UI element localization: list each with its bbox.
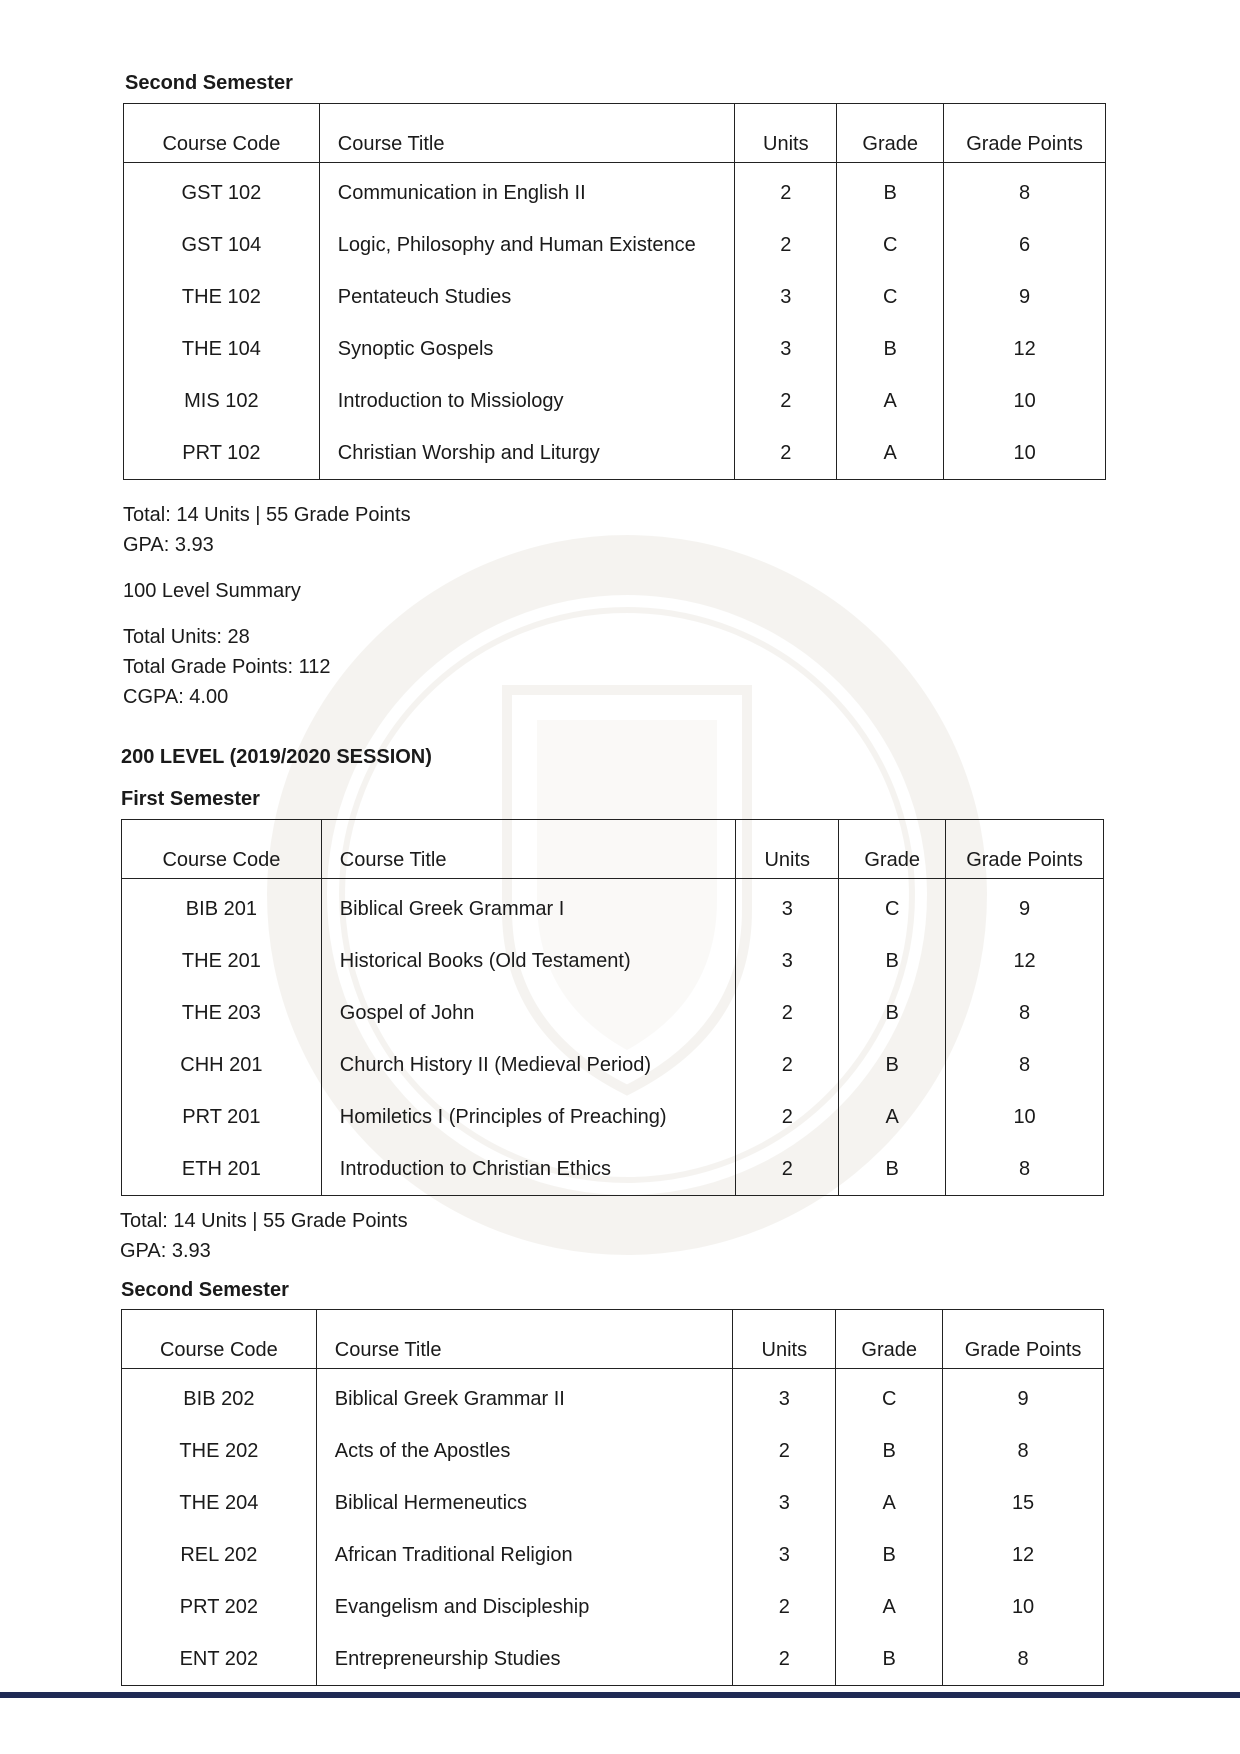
semester-total: Total: 14 Units | 55 Grade Points bbox=[123, 504, 411, 526]
course-title: Homiletics I (Principles of Preaching) bbox=[321, 1091, 736, 1143]
course-code: THE 204 bbox=[122, 1477, 317, 1529]
course-title: Acts of the Apostles bbox=[316, 1425, 733, 1477]
grades-table-200-first bbox=[121, 819, 1104, 1196]
course-grade: B bbox=[839, 987, 946, 1039]
course-points: 12 bbox=[1013, 949, 1036, 972]
table-row bbox=[122, 1039, 1104, 1091]
column-header: Course Code bbox=[122, 820, 322, 879]
course-units: 2 bbox=[733, 1581, 836, 1633]
table-header-row bbox=[122, 820, 1104, 879]
table-row bbox=[124, 375, 1106, 427]
table-row bbox=[122, 935, 1104, 987]
course-units: 3 bbox=[735, 271, 837, 323]
table-row bbox=[124, 271, 1106, 323]
course-units: 2 bbox=[736, 1039, 839, 1091]
column-header: Course Code bbox=[124, 104, 320, 163]
course-code: GST 102 bbox=[124, 163, 320, 220]
grades-table-100-second bbox=[123, 103, 1106, 480]
course-grade: B bbox=[836, 1425, 943, 1477]
course-code: ETH 201 bbox=[122, 1143, 322, 1196]
course-points: 9 bbox=[1017, 1387, 1029, 1410]
course-grade: A bbox=[836, 1477, 943, 1529]
course-points: 10 bbox=[1013, 441, 1036, 464]
page-footer-bar bbox=[0, 1692, 1240, 1698]
column-header: Grade Points bbox=[946, 820, 1104, 879]
course-grade: C bbox=[837, 219, 944, 271]
semester-label: Second Semester bbox=[125, 72, 293, 94]
column-header: Course Title bbox=[319, 104, 735, 163]
semester-label: First Semester bbox=[121, 788, 260, 810]
course-units: 3 bbox=[736, 879, 839, 936]
course-grade: A bbox=[839, 1091, 946, 1143]
course-title: Church History II (Medieval Period) bbox=[321, 1039, 736, 1091]
table-row bbox=[122, 879, 1104, 936]
course-code: MIS 102 bbox=[124, 375, 320, 427]
course-points: 9 bbox=[1019, 897, 1031, 920]
summary-cgpa: CGPA: 4.00 bbox=[123, 686, 229, 708]
course-title: Synoptic Gospels bbox=[319, 323, 735, 375]
course-grade: B bbox=[837, 163, 944, 220]
course-code: BIB 202 bbox=[122, 1369, 317, 1426]
course-code: THE 102 bbox=[124, 271, 320, 323]
course-units: 2 bbox=[736, 987, 839, 1039]
semester-label: Second Semester bbox=[121, 1279, 289, 1301]
table-row bbox=[122, 1369, 1104, 1426]
course-code: PRT 202 bbox=[122, 1581, 317, 1633]
table-row bbox=[122, 1477, 1104, 1529]
course-code: THE 202 bbox=[122, 1425, 317, 1477]
summary-total-units: Total Units: 28 bbox=[123, 626, 250, 648]
table-row bbox=[122, 1143, 1104, 1196]
course-grade: B bbox=[839, 1039, 946, 1091]
course-units: 2 bbox=[736, 1091, 839, 1143]
table-header-row bbox=[124, 104, 1106, 163]
course-title: Logic, Philosophy and Human Existence bbox=[319, 219, 735, 271]
course-title: Christian Worship and Liturgy bbox=[319, 427, 735, 480]
course-title: Introduction to Missiology bbox=[319, 375, 735, 427]
level-heading: 200 LEVEL (2019/2020 SESSION) bbox=[121, 746, 432, 768]
table-row bbox=[122, 1091, 1104, 1143]
course-title: Evangelism and Discipleship bbox=[316, 1581, 733, 1633]
course-points: 10 bbox=[1011, 1595, 1035, 1618]
course-grade: C bbox=[839, 879, 946, 936]
table-header-row bbox=[122, 1310, 1104, 1369]
column-header: Units bbox=[735, 104, 837, 163]
course-points: 8 bbox=[1017, 1647, 1029, 1670]
course-grade: A bbox=[837, 427, 944, 480]
course-title: Biblical Hermeneutics bbox=[316, 1477, 733, 1529]
table-row bbox=[122, 1529, 1104, 1581]
column-header: Grade bbox=[837, 104, 944, 163]
course-points: 6 bbox=[1019, 233, 1031, 256]
semester-total: Total: 14 Units | 55 Grade Points bbox=[120, 1210, 408, 1232]
column-header: Units bbox=[733, 1310, 836, 1369]
course-points: 10 bbox=[1013, 389, 1036, 412]
table-row bbox=[122, 987, 1104, 1039]
course-points: 8 bbox=[1019, 1053, 1031, 1076]
course-units: 2 bbox=[733, 1633, 836, 1686]
course-points: 12 bbox=[1011, 1543, 1035, 1566]
semester-gpa: GPA: 3.93 bbox=[120, 1240, 211, 1262]
course-code: CHH 201 bbox=[122, 1039, 322, 1091]
course-points: 8 bbox=[1017, 1439, 1029, 1462]
course-title: African Traditional Religion bbox=[316, 1529, 733, 1581]
course-points: 15 bbox=[1011, 1491, 1035, 1514]
course-title: Pentateuch Studies bbox=[319, 271, 735, 323]
course-grade: B bbox=[839, 935, 946, 987]
course-title: Entrepreneurship Studies bbox=[316, 1633, 733, 1686]
course-code: REL 202 bbox=[122, 1529, 317, 1581]
course-units: 3 bbox=[733, 1477, 836, 1529]
course-units: 2 bbox=[735, 375, 837, 427]
semester-gpa: GPA: 3.93 bbox=[123, 534, 214, 556]
course-grade: C bbox=[836, 1369, 943, 1426]
course-units: 3 bbox=[736, 935, 839, 987]
course-code: THE 203 bbox=[122, 987, 322, 1039]
column-header: Grade bbox=[839, 820, 946, 879]
course-grade: A bbox=[836, 1581, 943, 1633]
summary-total-points: Total Grade Points: 112 bbox=[123, 656, 331, 678]
column-header: Course Code bbox=[122, 1310, 317, 1369]
course-units: 2 bbox=[736, 1143, 839, 1196]
course-code: THE 201 bbox=[122, 935, 322, 987]
course-code: BIB 201 bbox=[122, 879, 322, 936]
course-units: 2 bbox=[735, 163, 837, 220]
course-title: Biblical Greek Grammar I bbox=[321, 879, 736, 936]
course-code: THE 104 bbox=[124, 323, 320, 375]
grades-table-200-second bbox=[121, 1309, 1104, 1686]
course-title: Communication in English II bbox=[319, 163, 735, 220]
course-grade: B bbox=[836, 1529, 943, 1581]
column-header: Course Title bbox=[321, 820, 736, 879]
course-code: GST 104 bbox=[124, 219, 320, 271]
course-title: Introduction to Christian Ethics bbox=[321, 1143, 736, 1196]
course-points: 9 bbox=[1019, 285, 1031, 308]
course-title: Historical Books (Old Testament) bbox=[321, 935, 736, 987]
course-grade: B bbox=[836, 1633, 943, 1686]
column-header: Course Title bbox=[316, 1310, 733, 1369]
course-code: ENT 202 bbox=[122, 1633, 317, 1686]
table-row bbox=[122, 1425, 1104, 1477]
level-summary-title: 100 Level Summary bbox=[123, 580, 301, 602]
column-header: Units bbox=[736, 820, 839, 879]
column-header: Grade Points bbox=[943, 1310, 1104, 1369]
course-code: PRT 201 bbox=[122, 1091, 322, 1143]
course-points: 8 bbox=[1019, 1157, 1031, 1180]
course-units: 2 bbox=[735, 219, 837, 271]
course-units: 3 bbox=[735, 323, 837, 375]
course-grade: B bbox=[839, 1143, 946, 1196]
course-grade: A bbox=[837, 375, 944, 427]
course-units: 3 bbox=[733, 1529, 836, 1581]
course-grade: C bbox=[837, 271, 944, 323]
course-units: 2 bbox=[735, 427, 837, 480]
course-grade: B bbox=[837, 323, 944, 375]
table-row bbox=[122, 1581, 1104, 1633]
course-title: Gospel of John bbox=[321, 987, 736, 1039]
course-points: 8 bbox=[1019, 181, 1031, 204]
course-points: 12 bbox=[1013, 337, 1036, 360]
table-row bbox=[122, 1633, 1104, 1686]
course-code: PRT 102 bbox=[124, 427, 320, 480]
column-header: Grade Points bbox=[944, 104, 1106, 163]
table-row bbox=[124, 219, 1106, 271]
column-header: Grade bbox=[836, 1310, 943, 1369]
course-points: 10 bbox=[1013, 1105, 1036, 1128]
table-row bbox=[124, 427, 1106, 480]
course-units: 2 bbox=[733, 1425, 836, 1477]
course-title: Biblical Greek Grammar II bbox=[316, 1369, 733, 1426]
table-row bbox=[124, 163, 1106, 220]
table-row bbox=[124, 323, 1106, 375]
course-points: 8 bbox=[1019, 1001, 1031, 1024]
course-units: 3 bbox=[733, 1369, 836, 1426]
